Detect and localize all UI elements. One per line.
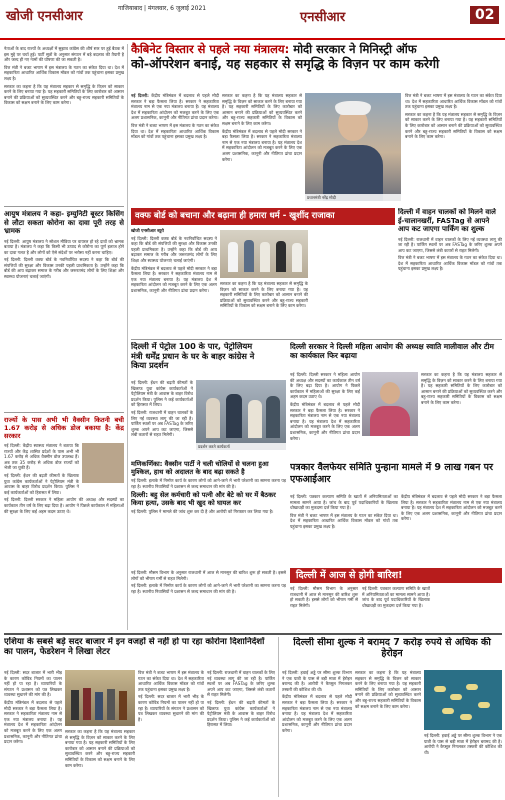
lead-body-col-4 (405, 93, 502, 205)
capsule-shape (450, 694, 462, 700)
capsule-shape (466, 684, 478, 690)
dcw-body-col-2 (421, 372, 502, 458)
dcw-headline-block (290, 342, 502, 370)
protest-headline: दिल्ली में पेट्रोल 100 के पार, पेट्रोलियम मंत्री धर्मेंद्र प्रधान के घर के बाहर कांग्रेस ने किया प्रदर्शन (131, 342, 255, 370)
manikarnika-headline: मणिकर्णिका: वैक्सीन पार्टी ने चली चोलियों से चलना हुआ मुश्किल, हाथ को अदालत के बाद बढ़ा सकते है (131, 460, 269, 476)
pm-photo-caption: प्रधानमंत्री नरेंद्र मोदी (305, 194, 401, 201)
left-story-3-body-b: नई दिल्ली: ईंधन की बढ़ती कीमतों के खिलाफ युवा कांग्रेस कार्यकर्ताओं ने पेट्रोलियम मंत्री के आवास के बाहर विरोध प्रदर्शन किया। पुलिस ने कई कार्यकर्ताओं को हिरासत में लिया। (4, 472, 79, 495)
face-shape (380, 382, 400, 404)
person-shape (95, 692, 103, 720)
journalist-body-2: केंद्रीय मंत्रिमंडल में बदलाव से पहले मोदी सरकार ने बड़ा फैसला लिया है। सरकार ने सहकारिता मंत्रालय नाम से एक नया मंत्रालय बनाया है। यह मंत्रालय देश में सहकारिता आंदोलन को मजबूत करने के लिए एक अलग प्रशासनिक, कानूनी और नीतिगत ढांचा प्रदान करेगा। (401, 494, 502, 522)
manikarnika-body: नई दिल्ली: इलाके में निर्माण कार्य के कारण लोगों को आने-जाने में भारी परेशानी का सामना करना पड़ रहा है। स्थानीय निवासियों ने प्रशासन से जल्द समाधान की मांग की है। (131, 478, 286, 489)
protest-body-text: नई दिल्ली: ईंधन की बढ़ती कीमतों के खिलाफ युवा कांग्रेस कार्यकर्ताओं ने पेट्रोलियम मंत्री के आवास के बाहर विरोध प्रदर्शन किया। पुलिस ने कई कार्यकर्ताओं को हिरासत में लिया। (131, 380, 193, 408)
lead-headline-1a: कैबिनेट विस्तार से पहले नया मंत्रालय: (131, 42, 290, 56)
body-shape (370, 406, 410, 436)
column-rule (278, 637, 279, 797)
journalist-body: नई दिल्ली: पत्रकार कल्याण समिति के खातों में अनियमितताओं का मामला सामने आया है। जांच के बाद पूर्व पदाधिकारियों के खिलाफ धोखाधड़ी का मुकदमा दर्ज किया गया है। (290, 494, 398, 511)
protest-body-text-b: नई दिल्ली: राजधानी में वाहन चालकों के लिए नई व्यवस्था लागू की जा रही है। पार्किंग स्थलों पर अब FASTag के जरिए शुल्क अपने आप कट जाएगा, जिससे लंबी कतारों से राहत मिलेगी। (131, 409, 193, 438)
dcw-body: नई दिल्ली: दिल्ली सरकार ने महिला आयोग की अध्यक्ष और सदस्यों का कार्यकाल तीन वर्ष के लिए बढ़ा दिया है। आयोग ने पिछले कार्यकाल में महिलाओं की सुरक्षा के लिए कई अहम कदम उठाए थे। (290, 372, 360, 400)
market-body-col-1 (4, 670, 62, 796)
market-headline-block (4, 637, 274, 667)
left-story-1-body-repeat: वित्त मंत्री ने बजट भाषण में इस मंत्रालय के गठन का संकेत दिया था। देश में सहकारिता आधारित आर्थिक विकास मॉडल को गांवों तक पहुंचाना इसका प्रमुख लक्ष्य है। (4, 64, 124, 81)
person-shape (248, 400, 262, 438)
market-body-col-3 (138, 670, 204, 796)
lead-body-1: केंद्रीय मंत्रिमंडल में बदलाव से पहले मोदी सरकार ने बड़ा फैसला लिया है। सरकार ने सहकारिता मंत्रालय नाम से एक नया मंत्रालय बनाया है। यह मंत्रालय देश में सहकारिता आंदोलन को मजबूत करने के लिए एक अलग प्रशासनिक, कानूनी और नीतिगत ढांचा प्रदान करेगा। (131, 93, 219, 121)
capsule-shape (478, 702, 490, 708)
journalist-headline: पत्रकार वैलफेयर समिति पुन्हाना मामले में 9 लाख गबन पर एफआईआर (290, 462, 493, 485)
left-story-1-body-repeat-2: सरकार का कहना है कि यह मंत्रालय सहकार से समृद्धि के विज़न को साकार करने के लिए बनाया गया है। यह सहकारी समितियों के लिए कारोबार को आसान बनाने की प्रक्रियाओं को सुव्यवस्थित करने और बहु-राज्य सहकारी समितियों के विकास को सक्षम बनाने के लिए काम करेगा। (4, 83, 124, 106)
dcw-body-col-1 (290, 372, 360, 458)
market-body-col-4 (207, 670, 275, 796)
capsule-shape (442, 708, 454, 714)
lead-body-2: सरकार का कहना है कि यह मंत्रालय सहकार से समृद्धि के विज़न को साकार करने के लिए बनाया गया है। यह सहकारी समितियों के लिए कारोबार को आसान बनाने की प्रक्रियाओं को सुव्यवस्थित करने और बहु-राज्य सहकारी समितियों के विकास को सक्षम बनाने के लिए काम करेगा। (222, 93, 302, 126)
lead-headline-2: को-ऑपरेशन बनाई, यह सहकार से समृद्धि के विज़न पर काम करेगी (131, 56, 440, 71)
page-number: 02 (470, 6, 499, 24)
fastag-headline: दिल्ली में वाहन चालकों को मिलने वाले ई-चालानखरीं, FASTag से आपने आप कट जाएगा पार्किंग का शुल्क (398, 208, 496, 233)
person-shape (71, 690, 79, 720)
left-story-2-headline: आयुष मंत्रालय ने कहा- इम्युनिटी बूस्टर किसिंग से लौटा सकता कोरोना का दावा पूरी तरह से भ्रामक (4, 210, 124, 235)
protest-photo (196, 380, 286, 450)
person-shape (276, 241, 286, 272)
protest-headline-block (131, 342, 261, 378)
customs-body: नई दिल्ली: हवाई अड्डे पर सीमा शुल्क विभाग ने एक यात्री के पास से बड़ी मात्रा में हेरोइन बरामद की है। आरोपी ने कैप्सूल निगलकर तस्करी की कोशिश की थी। (282, 670, 352, 692)
left-story-1 (4, 44, 124, 204)
customs-body-col-3 (424, 733, 502, 796)
corruption-continued-body: नई दिल्ली: मौसम विभाग के अनुसार राजधानी में आज से मानसून की बारिश शुरू हो सकती है। इससे लोगों को भीषण गर्मी से राहत मिलेगी। (131, 570, 286, 581)
lead-body-2b: केंद्रीय मंत्रिमंडल में बदलाव से पहले मोदी सरकार ने बड़ा फैसला लिया है। सरकार ने सहकारिता मंत्रालय नाम से एक नया मंत्रालय बनाया है। यह मंत्रालय देश में सहकारिता आंदोलन को मजबूत करने के लिए एक अलग प्रशासनिक, कानूनी और नीतिगत ढांचा प्रदान करेगा। (222, 128, 302, 162)
journalist-body-b: वित्त मंत्री ने बजट भाषण में इस मंत्रालय के गठन का संकेत दिया था। देश में सहकारिता आधारित आर्थिक विकास मॉडल को गांवों तक पहुंचाना इसका प्रमुख लक्ष्य है। (290, 512, 398, 529)
customs-body-b: केंद्रीय मंत्रिमंडल में बदलाव से पहले मोदी सरकार ने बड़ा फैसला लिया है। सरकार ने सहकारिता मंत्रालय नाम से एक नया मंत्रालय बनाया है। यह मंत्रालय देश में सहकारिता आंदोलन को मजबूत करने के लिए एक अलग प्रशासनिक, कानूनी और नीतिगत ढांचा प्रदान करेगा। (282, 694, 352, 733)
corruption-continued-body-b: नई दिल्ली: इलाके में निर्माण कार्य के कारण लोगों को आने-जाने में भारी परेशानी का सामना करना पड़ रहा है। स्थानीय निवासियों ने प्रशासन से जल्द समाधान की मांग की है। (131, 583, 286, 594)
journalist-body-col-2 (401, 494, 502, 566)
manikarnika-story (131, 460, 286, 566)
lead-body-col-2 (222, 93, 302, 205)
market-body-b: केंद्रीय मंत्रिमंडल में बदलाव से पहले मोदी सरकार ने बड़ा फैसला लिया है। सरकार ने सहकारिता मंत्रालय नाम से एक नया मंत्रालय बनाया है। यह मंत्रालय देश में सहकारिता आंदोलन को मजबूत करने के लिए एक अलग प्रशासनिक, कानूनी और नीतिगत ढांचा प्रदान करेगा। (4, 699, 62, 745)
divider (4, 206, 124, 207)
market-body: नई दिल्ली: सदर बाजार में भारी भीड़ के कारण कोविड नियमों का पालन नहीं हो पा रहा है। व्यापारियों के संगठन ने प्रशासन को पत्र लिखकर व्यवस्था सुधारने की मांग की है। (4, 670, 62, 698)
person-shape (292, 243, 302, 272)
journalist-body-col-1 (290, 494, 398, 566)
left-story-2-body: नई दिल्ली: आयुष मंत्रालय ने सोशल मीडिया पर वायरल हो रहे दावों को भ्रामक बताया है। मंत्रालय ने कहा कि किसी भी उत्पाद से कोरोना का पूर्ण इलाज होने का दावा गलत है और लोगों को ऐसे संदेशों पर भरोसा नहीं करना चाहिए। (4, 238, 124, 255)
market-headline: एशिया के सबसे बड़े सदर बाजार में इन वजहों से नहीं हो पा रहा कोरोना दिशानिर्देशों का पालन, फेडरेशन ने लिखा लेटर (4, 637, 265, 657)
person-shape (260, 242, 270, 272)
person-shape (119, 691, 127, 720)
market-body-3: वित्त मंत्री ने बजट भाषण में इस मंत्रालय के गठन का संकेत दिया था। देश में सहकारिता आधारित आर्थिक विकास मॉडल को गांवों तक पहुंचाना इसका प्रमुख लक्ष्य है। (138, 670, 204, 692)
capsule-shape (460, 714, 472, 720)
pm-photo (305, 93, 401, 201)
lead-body-1b: वित्त मंत्री ने बजट भाषण में इस मंत्रालय के गठन का संकेत दिया था। देश में सहकारिता आधारित आर्थिक विकास मॉडल को गांवों तक पहुंचाना इसका प्रमुख लक्ष्य है। (131, 122, 219, 140)
divider (4, 633, 502, 635)
protest-body (131, 380, 193, 458)
waqf-body-b: केंद्रीय मंत्रिमंडल में बदलाव से पहले मोदी सरकार ने बड़ा फैसला लिया है। सरकार ने सहकारिता मंत्रालय नाम से एक नया मंत्रालय बनाया है। यह मंत्रालय देश में सहकारिता आंदोलन को मजबूत करने के लिए एक अलग प्रशासनिक, कानूनी और नीतिगत ढांचा प्रदान करेगा। (131, 265, 217, 293)
dcw-body-2: सरकार का कहना है कि यह मंत्रालय सहकार से समृद्धि के विज़न को साकार करने के लिए बनाया गया है। यह सहकारी समितियों के लिए कारोबार को आसान बनाने की प्रक्रियाओं को सुव्यवस्थित करने और बहु-राज्य सहकारी समितियों के विकास को सक्षम बनाने के लिए काम करेगा। (421, 372, 502, 405)
customs-body-col-2 (355, 670, 421, 796)
customs-photo (424, 670, 502, 730)
person-shape (226, 394, 242, 438)
waqf-body-col-1 (131, 228, 217, 336)
market-body-3b: नई दिल्ली: सदर बाजार में भारी भीड़ के कारण कोविड नियमों का पालन नहीं हो पा रहा है। व्यापारियों के संगठन ने प्रशासन को पत्र लिखकर व्यवस्था सुधारने की मांग की है। (138, 694, 204, 722)
rain-body (290, 586, 502, 630)
waqf-banner: वक्फ बोर्ड को बचाना और बढ़ाना ही हमारा धर्म - खुर्शीद राजाका (131, 208, 395, 225)
capsule-shape (434, 686, 446, 692)
lead-body-3b: सरकार का कहना है कि यह मंत्रालय सहकार से समृद्धि के विज़न को साकार करने के लिए बनाया गया है। यह सहकारी समितियों के लिए कारोबार को आसान बनाने की प्रक्रियाओं को सुव्यवस्थित करने और बहु-राज्य सहकारी समितियों के विकास को सक्षम बनाने के लिए काम करेगा। (405, 111, 502, 140)
dcw-body-b: केंद्रीय मंत्रिमंडल में बदलाव से पहले मोदी सरकार ने बड़ा फैसला लिया है। सरकार ने सहकारिता मंत्रालय नाम से एक नया मंत्रालय बनाया है। यह मंत्रालय देश में सहकारिता आंदोलन को मजबूत करने के लिए एक अलग प्रशासनिक, कानूनी और नीतिगत ढांचा प्रदान करेगा। (290, 401, 360, 441)
waqf-body: नई दिल्ली: दिल्ली वक्फ बोर्ड के नवनिर्वाचित सदस्य ने कहा कि बोर्ड की संपत्तियों की सुरक्षा और विकास उनकी पहली प्राथमिकता है। उन्होंने कहा कि बोर्ड की आय बढ़ाकर समाज के गरीब और जरूरतमंद लोगों के लिए शिक्षा और स्वास्थ्य योजनाएं चलाई जाएंगी। (131, 235, 217, 263)
rain-banner: दिल्ली में आज से होगी बारिश! (290, 568, 502, 583)
person-shape (83, 688, 91, 720)
left-story-2-body-b: नई दिल्ली: दिल्ली वक्फ बोर्ड के नवनिर्वाचित सदस्य ने कहा कि बोर्ड की संपत्तियों की सुरक्षा और विकास उनकी पहली प्राथमिकता है। उन्होंने कहा कि बोर्ड की आय बढ़ाकर समाज के गरीब और जरूरतमंद लोगों के लिए शिक्षा और स्वास्थ्य योजनाएं चलाई जाएंगी। (4, 257, 124, 280)
lead-kicker: नई दिल्ली: (131, 93, 149, 98)
person-shape (206, 398, 220, 438)
lead-headline (131, 42, 503, 90)
rain-body-text: नई दिल्ली: मौसम विभाग के अनुसार राजधानी में आज से मानसून की बारिश शुरू हो सकती है। इससे लोगों को भीषण गर्मी से राहत मिलेगी। (290, 586, 358, 608)
left-story-2 (4, 210, 124, 410)
corruption-continued (131, 570, 286, 630)
waqf-photo (220, 230, 308, 278)
person-shape (107, 689, 115, 720)
lead-body-col-1 (131, 93, 219, 205)
person-shape (266, 396, 280, 438)
masthead (0, 0, 505, 40)
customs-body-col-1 (282, 670, 352, 796)
market-body-col-2 (65, 729, 135, 796)
market-body-4: नई दिल्ली: राजधानी में वाहन चालकों के लिए नई व्यवस्था लागू की जा रही है। पार्किंग स्थलों पर अब FASTag के जरिए शुल्क अपने आप कट जाएगा, जिससे लंबी कतारों से राहत मिलेगी। (207, 670, 275, 698)
divider (4, 412, 124, 413)
brand-name: खोजी एनसीआर (6, 9, 83, 24)
left-story-3-body: नई दिल्ली: केंद्रीय स्वास्थ्य मंत्रालय ने बताया कि राज्यों और केंद्र शासित प्रदेशों के पास अभी भी 1.67 करोड़ से अधिक वैक्सीन डोज उपलब्ध हैं। अब तक 35 करोड़ से अधिक डोज राज्यों को भेजी जा चुकी हैं। (4, 443, 79, 471)
left-story-1-body: नेताओं के बाद राज्यों के अध्यक्षों में सुझाव कांग्रेस की शीर्ष स्तर पर हुई बैठक में इस मुद्दे पर चर्चा हुई। पार्टी सूत्रों के अनुसार संगठन में बड़े बदलाव की तैयारी है और जल्द ही नए नामों की घोषणा की जा सकती है। (4, 46, 124, 63)
dcw-photo (362, 372, 418, 436)
corruption-body: नई दिल्ली: पुलिस ने मामले की जांच शुरू कर दी है और आरोपी को गिरफ्तार कर लिया गया है। (131, 509, 274, 515)
left-story-3-body-c: नई दिल्ली: दिल्ली सरकार ने महिला आयोग की अध्यक्ष और सदस्यों का कार्यकाल तीन वर्ष के लिए बढ़ा दिया है। आयोग ने पिछले कार्यकाल में महिलाओं की सुरक्षा के लिए कई अहम कदम उठाए थे। (4, 497, 124, 514)
section-name: एनसीआर (300, 10, 346, 25)
market-body-2: सरकार का कहना है कि यह मंत्रालय सहकार से समृद्धि के विज़न को साकार करने के लिए बनाया गया है। यह सहकारी समितियों के लिए कारोबार को आसान बनाने की प्रक्रियाओं को सुव्यवस्थित करने और बहु-राज्य सहकारी समितियों के विकास को सक्षम बनाने के लिए काम करेगा। (65, 729, 135, 768)
journalist-headline-block (290, 462, 502, 492)
market-photo (65, 670, 135, 726)
fastag-story (398, 208, 502, 336)
customs-headline-block (282, 637, 502, 667)
person-shape (244, 240, 254, 272)
waqf-byline: खोजी एनसीआर ब्यूरो (131, 228, 164, 233)
jacket-shape (323, 145, 383, 201)
column-rule (127, 44, 128, 630)
customs-body-3: नई दिल्ली: हवाई अड्डे पर सीमा शुल्क विभाग ने एक यात्री के पास से बड़ी मात्रा में हेरोइन बरामद की है। आरोपी ने कैप्सूल निगलकर तस्करी की कोशिश की थी। (424, 733, 502, 755)
customs-headline: दिल्ली सीमा शुल्क ने बरामद 7 करोड़ रुपये से अधिक की हेरोइन (293, 637, 491, 659)
date-line: गाजियाबाद | मंगलवार, 6 जुलाई 2021 (118, 5, 207, 12)
vaccine-photo (82, 443, 124, 483)
corruption-headline: दिल्ली: बहु सेल कर्मचारी को पत्नी और बेटे को घर में बैठकर किया हत्या, उसके बाद भी खुद को घायल कर (131, 491, 276, 508)
fastag-body-b: वित्त मंत्री ने बजट भाषण में इस मंत्रालय के गठन का संकेत दिया था। देश में सहकारिता आधारित आर्थिक विकास मॉडल को गांवों तक पहुंचाना इसका प्रमुख लक्ष्य है। (398, 255, 502, 272)
fastag-body: नई दिल्ली: राजधानी में वाहन चालकों के लिए नई व्यवस्था लागू की जा रही है। पार्किंग स्थलों पर अब FASTag के जरिए शुल्क अपने आप कट जाएगा, जिससे लंबी कतारों से राहत मिलेगी। (398, 236, 502, 253)
waqf-body-col-2 (220, 281, 308, 336)
rain-body-text-b: नई दिल्ली: पत्रकार कल्याण समिति के खातों में अनियमितताओं का मामला सामने आया है। जांच के बाद पूर्व पदाधिकारियों के खिलाफ धोखाधड़ी का मुकदमा दर्ज किया गया है। (362, 586, 430, 608)
lead-headline-1b: मोदी सरकार ने मिनिस्ट्री ऑफ (293, 42, 417, 56)
protest-photo-caption: प्रदर्शन करते कार्यकर्ता (196, 443, 286, 450)
divider (131, 339, 502, 340)
lead-body-3: वित्त मंत्री ने बजट भाषण में इस मंत्रालय के गठन का संकेत दिया था। देश में सहकारिता आधारित आर्थिक विकास मॉडल को गांवों तक पहुंचाना इसका प्रमुख लक्ष्य है। (405, 93, 502, 110)
dcw-headline: दिल्ली सरकार ने दिल्ली महिला आयोग की अध्यक्ष स्वाति मालीवाल और टीम का कार्यकाल फिर बढ़ाया (290, 342, 494, 360)
waqf-body-2: सरकार का कहना है कि यह मंत्रालय सहकार से समृद्धि के विज़न को साकार करने के लिए बनाया गया है। यह सहकारी समितियों के लिए कारोबार को आसान बनाने की प्रक्रियाओं को सुव्यवस्थित करने और बहु-राज्य सहकारी समितियों के विकास को सक्षम बनाने के लिए काम करेगा। (220, 281, 308, 309)
hair-shape (335, 101, 371, 115)
market-body-4b: नई दिल्ली: ईंधन की बढ़ती कीमतों के खिलाफ युवा कांग्रेस कार्यकर्ताओं ने पेट्रोलियम मंत्री के आवास के बाहर विरोध प्रदर्शन किया। पुलिस ने कई कार्यकर्ताओं को हिरासत में लिया। (207, 699, 275, 728)
person-shape (228, 242, 238, 272)
left-story-3-headline: राज्यों के पास अभी भी वैक्सीन कितनी बची 1.67 करोड़ से अधिक डोज बकाया है: केंद्र सरकार (4, 416, 124, 440)
customs-body-2: सरकार का कहना है कि यह मंत्रालय सहकार से समृद्धि के विज़न को साकार करने के लिए बनाया गया है। यह सहकारी समितियों के लिए कारोबार को आसान बनाने की प्रक्रियाओं को सुव्यवस्थित करने और बहु-राज्य सहकारी समितियों के विकास को सक्षम बनाने के लिए काम करेगा। (355, 670, 421, 709)
left-story-3 (4, 416, 124, 626)
